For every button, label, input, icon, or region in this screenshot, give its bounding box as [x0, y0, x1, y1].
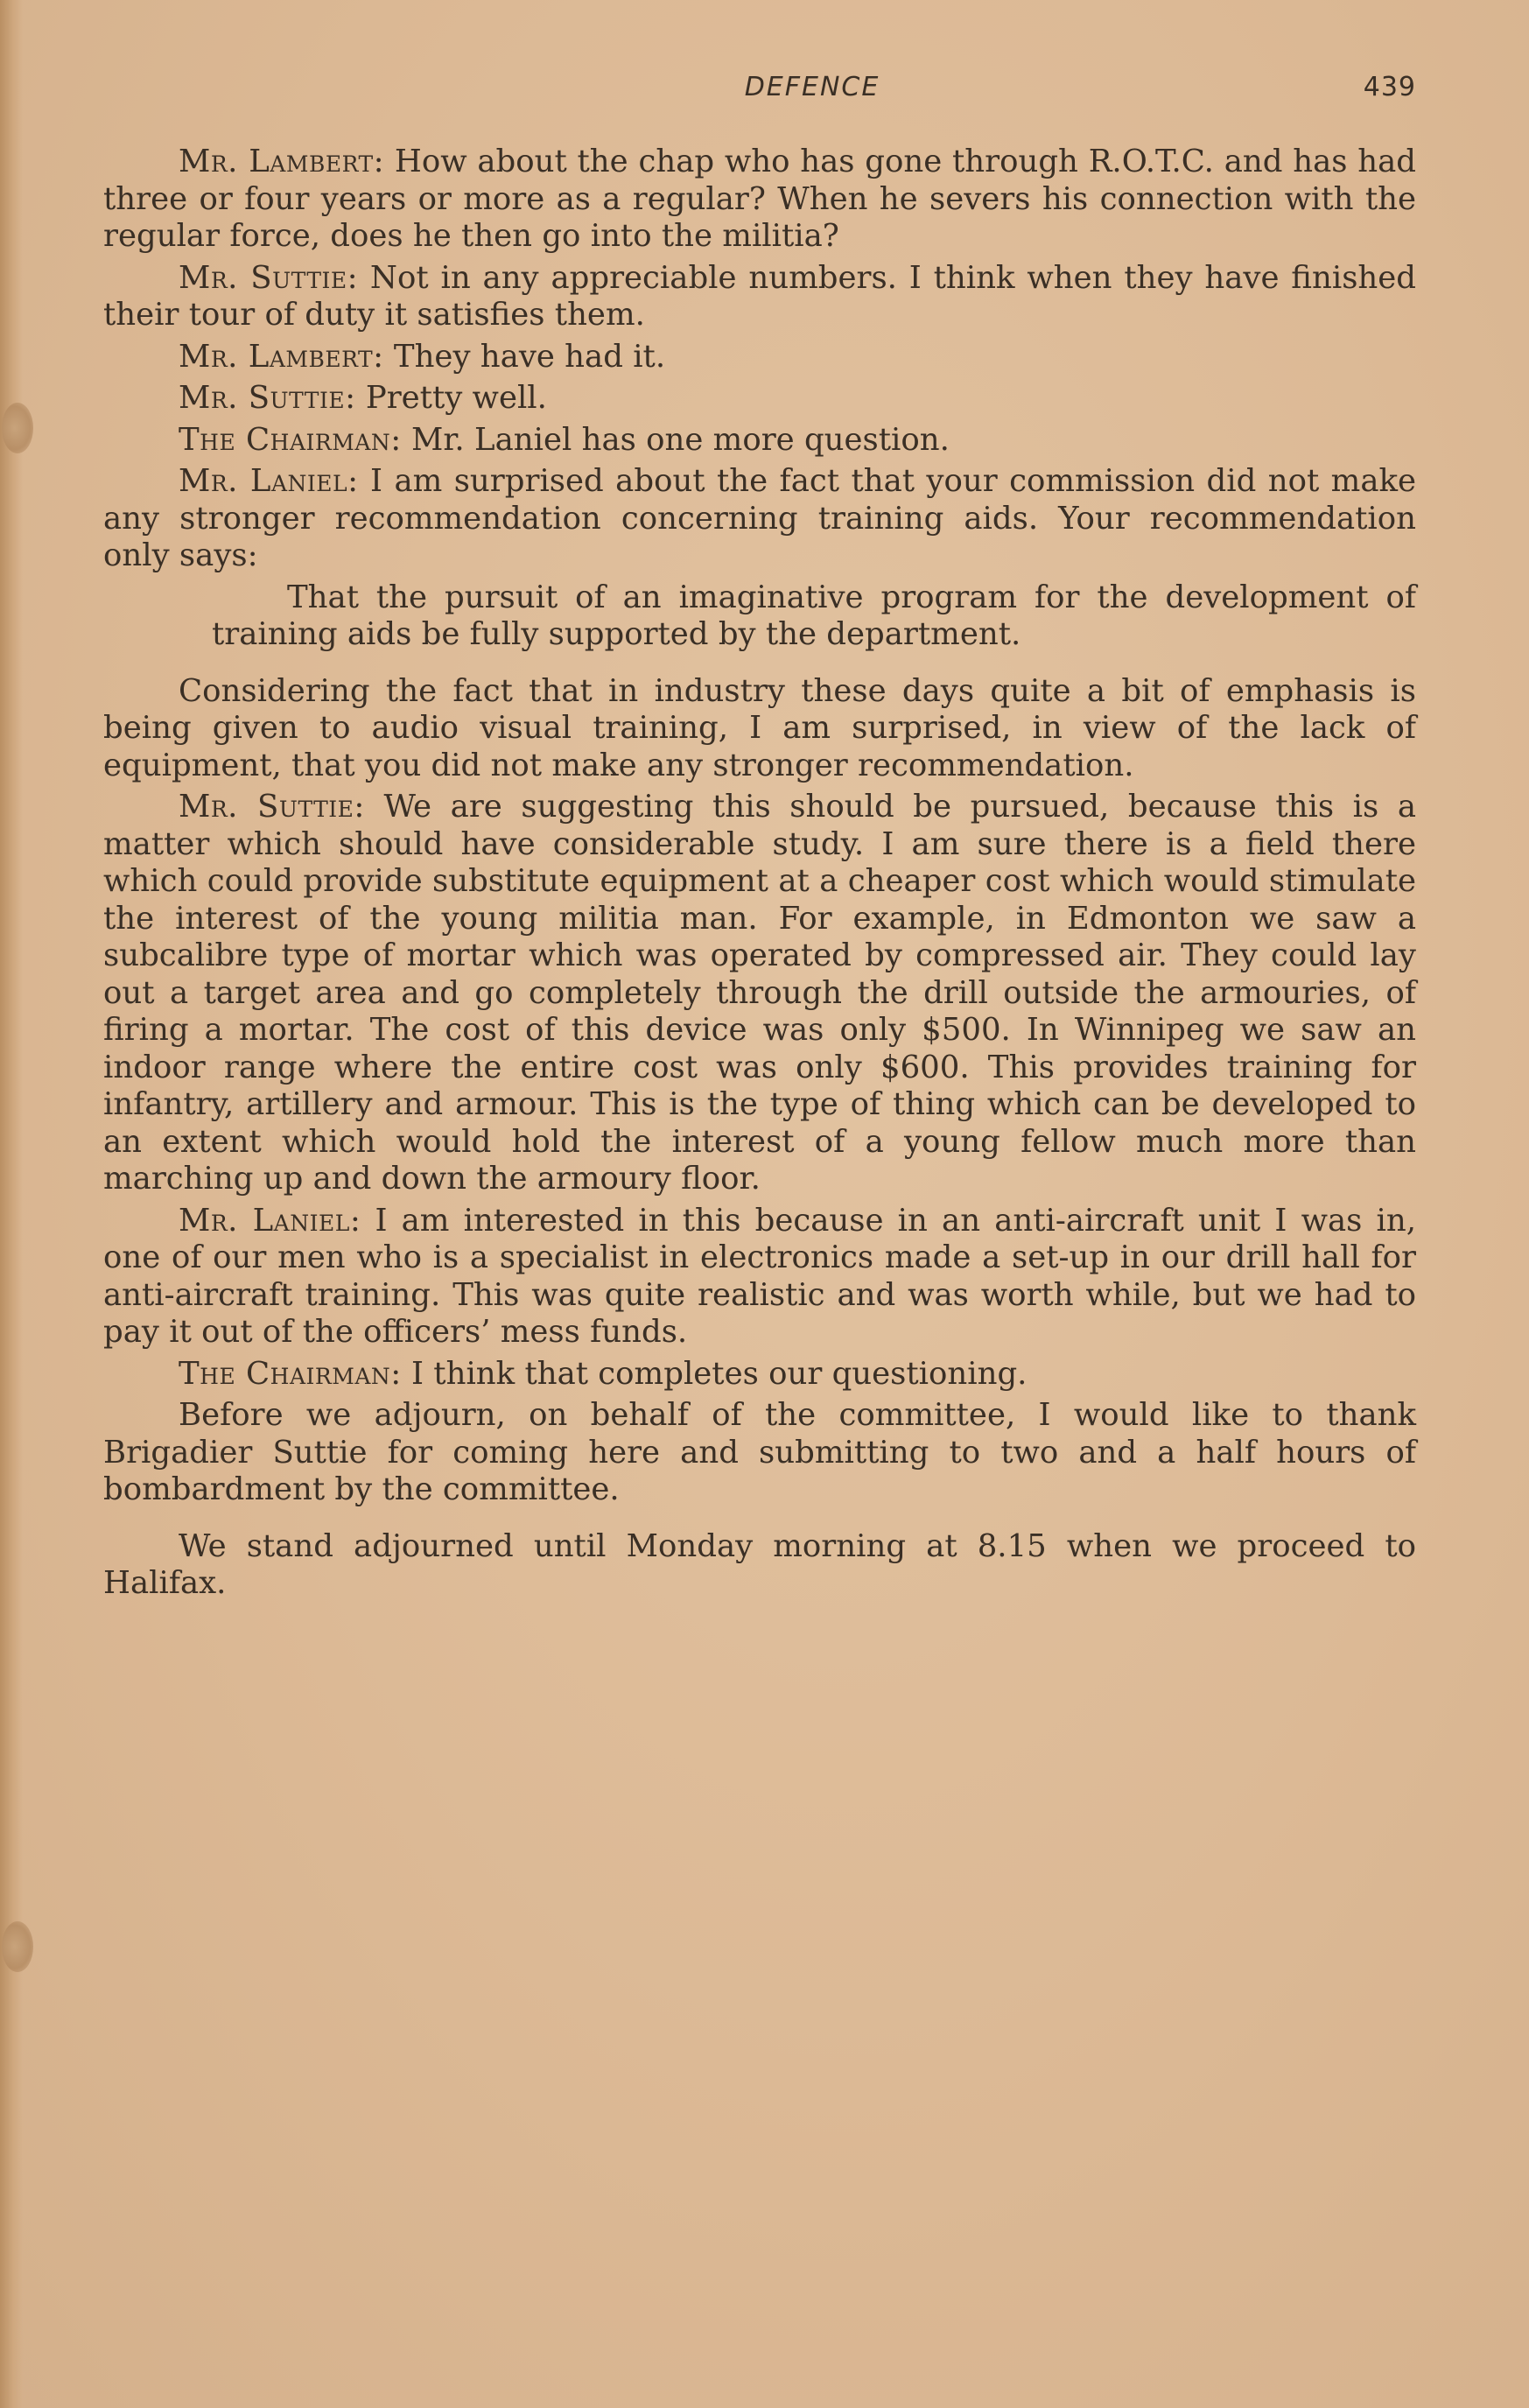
paragraph-text: Mr. Laniel has one more question.	[401, 421, 950, 458]
paragraph-text: They have had it.	[383, 338, 666, 375]
paragraph-3	[103, 339, 1416, 376]
speaker-name: Mr. Lambert:	[179, 338, 384, 375]
paragraph-text: I am interested in this because in an anti-aircraft unit I was in, one of our men who is a specialist in electronics made a set-up in our drill hall for anti-aircraft training. This was quite realistic and was worth while, but we had to pay it out of the officers’ mess funds.	[103, 1202, 1416, 1350]
paragraph-text: We are suggesting this should be pursued, because this is a matter which should have considerable study. I am sure there is a field there which could provide substitute equipment at a cheaper cost which would stimulate the interest of the young militia man. For example, in Edmonton we saw a subcalibre type of mortar which was operated by compressed air. They could lay out a target area and go completely through the drill outside the armouries, of firing a mortar. The cost of this device was only $500. In Winnipeg we saw an indoor range where the entire cost was only $600. This provides training for infantry, artillery and armour. This is the type of thing which can be developed to an extent which would hold the interest of a young fellow much more than marching up and down the armoury floor.	[103, 789, 1417, 1197]
speaker-name: Mr. Suttie:	[179, 789, 365, 825]
punch-hole-top	[2, 403, 33, 453]
paragraph-7	[103, 673, 1416, 785]
block-quote: That the pursuit of an imaginative program for the development of training aids be fully supported by the department.	[212, 579, 1416, 652]
paragraph-1	[103, 144, 1416, 256]
paragraph-6	[103, 463, 1416, 575]
paragraph-text: How about the chap who has gone through R.O.T.C. and has had three or four years or more as a regular? When he severs his connection with the regular force, does he then go into the militia?	[103, 144, 1417, 254]
paragraph-10	[103, 1356, 1416, 1394]
paragraph-text: Pretty well.	[355, 380, 547, 416]
page-number: 439	[1363, 72, 1416, 102]
binding-edge	[0, 0, 23, 2408]
paragraph-text: Before we adjourn, on behalf of the committee, I would like to thank Brigadier Suttie for coming here and submitting to two and a half hours of bombardment by the committee.	[103, 1397, 1416, 1507]
speaker-name: Mr. Suttie:	[179, 259, 359, 296]
paragraph-text: I am surprised about the fact that your commission did not make any stronger recommendation concerning training aids. Your recommendation only says:	[103, 463, 1416, 573]
speaker-name: The Chairman:	[179, 1355, 402, 1392]
paragraph-text: Considering the fact that in industry these days quite a bit of emphasis is being given to audio visual training, I am surprised, in view of the lack of equipment, that you did not make any stronger recommendation.	[103, 672, 1416, 783]
paragraph-4	[103, 380, 1416, 418]
speaker-name: Mr. Laniel:	[179, 463, 359, 499]
speaker-name: Mr. Lambert:	[179, 144, 385, 179]
speaker-name: Mr. Laniel:	[179, 1202, 361, 1239]
running-head: DEFENCE	[744, 72, 880, 102]
speaker-name: Mr. Suttie:	[179, 380, 356, 416]
paragraph-8	[103, 789, 1416, 1198]
paragraph-5	[103, 422, 1416, 460]
closing-paragraph: We stand adjourned until Monday morning at 8.15 when we proceed to Halifax.	[103, 1527, 1416, 1601]
paragraph-9	[103, 1203, 1416, 1351]
speaker-name: The Chairman:	[179, 421, 402, 458]
paragraph-2	[103, 260, 1416, 334]
page-header	[103, 72, 1416, 116]
paragraph-text: I think that completes our questioning.	[401, 1355, 1028, 1392]
paragraph-text: Not in any appreciable numbers. I think when they have finished their tour of duty it satisfies them.	[103, 259, 1417, 333]
punch-hole-bottom	[2, 1921, 33, 1972]
paragraph-11	[103, 1397, 1416, 1509]
page-body	[103, 144, 1416, 1607]
